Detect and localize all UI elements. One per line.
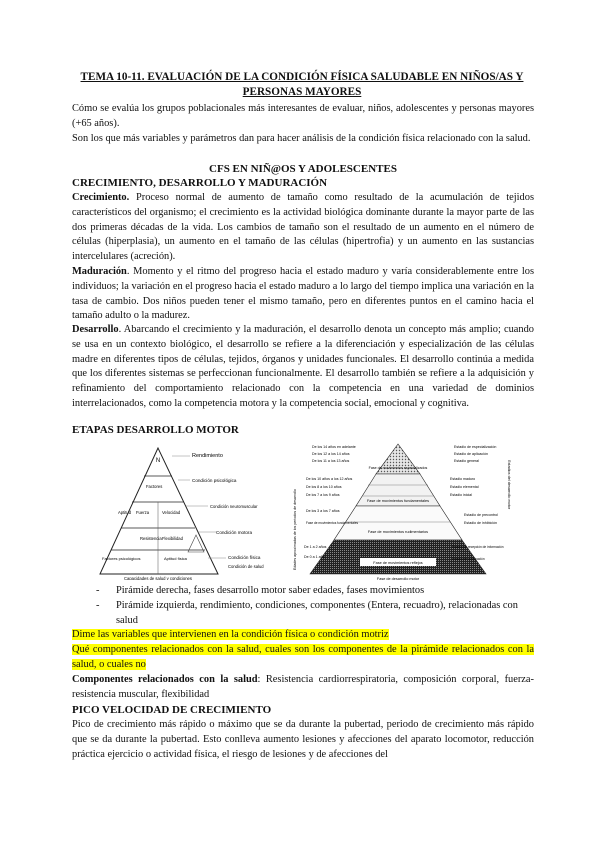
right-pyramid-side-left: Edades aproximadas de los periodos de desarrollo: [293, 489, 297, 570]
right-pyramid-side-right: Estadios del desarrollo motor: [507, 460, 511, 510]
desarrollo-text: . Abarcando el crecimiento y la maduración, el desarrollo denota un concepto más amplio; cuando se usa en un contexto biológico, el desarrollo se refiere a la diferenciación y especialización de las células madre en diferentes tipos de células, tejidos, órganos y unidades funcionales. El desarrollo continúa a medida que los diferentes sistemas se perfeccionan funcionalmente. El desarrollo también se refiere a la adquisición y refinamiento del comportamiento relacionado con la competencia en una variedad de dominios interrelacionados, como la competencia motora y la competencia social, emocional y cognitiva.: [72, 324, 534, 409]
left-pyramid-inner-aptitud-fisica: Aptitud física: [164, 556, 187, 561]
maduracion-text: . Momento y el ritmo del progreso hacia el estado maduro y varía considerablemente entre los individuos; la variación en el progreso hacia el estado maduro a lo largo del tiempo implica una variación en la tasa de cambio. Dos niños pueden tener el mismo tamaño, pero en diferentes puntos en el camino hacia el tamaño adulto o la madurez.: [72, 266, 534, 322]
right-pyramid-age-2: De los 12 a los 14 años: [312, 452, 350, 456]
highlight-text-1: Dime las variables que intervienen en la condición física o condición motriz: [72, 629, 389, 640]
left-pyramid-inner-resistencia: Resistencia: [140, 536, 162, 541]
right-pyramid-layer-fundamentales: Fase de movimientos fundamentales: [366, 499, 430, 503]
right-pyramid-age-8: Fase de movimientos fundamentales: [306, 521, 359, 525]
desarrollo-paragraph: [72, 323, 534, 412]
maduracion-paragraph: [72, 265, 534, 324]
right-pyramid-age-3: De los 11 a los 13 años: [312, 459, 350, 463]
left-pyramid-label-psicologica: Condición psicológica: [192, 478, 237, 483]
document-title: TEMA 10-11. EVALUACIÓN DE LA CONDICIÓN FÍSICA SALUDABLE EN NIÑOS/AS Y PERSONAS MAYORES: [80, 71, 524, 98]
right-pyramid-stage-5: Estadio elemental: [450, 485, 479, 489]
subsection-title: CRECIMIENTO, DESARROLLO Y MADURACIÓN: [72, 177, 328, 189]
left-pyramid-label-fisica: Condición física: [228, 555, 261, 560]
right-pyramid-age-9: De 1 a 2 años: [304, 545, 327, 549]
right-pyramid-stage-9: Estadio de recepción de información: [452, 545, 504, 549]
right-pyramid-stage-10: Estadio de codificación: [452, 557, 485, 561]
right-pyramid-age-4: De los 10 años a los 12 años: [306, 477, 353, 481]
left-pyramid-inner-factores: Factores: [146, 484, 163, 489]
right-pyramid-layer-especializados: Fase de movimientos especializados: [368, 466, 428, 470]
right-pyramid-base: Fase de desarrollo motor: [376, 577, 420, 581]
right-pyramid-layer-rudimentarios: Fase de movimientos rudimentarios: [367, 530, 429, 534]
highlight-text-2: Qué componentes relacionados con la salud, cuales son los componentes de la pirámide relacionados con la salud, o cuales no: [72, 644, 534, 670]
right-pyramid-age-5: De los 8 a los 10 años: [306, 485, 342, 489]
list-item: - Pirámide derecha, fases desarrollo motor saber edades, fases movimientos: [96, 584, 534, 599]
right-pyramid-age-6: De los 7 a los 9 años: [306, 493, 340, 497]
right-pyramid-stage-2: Estadio de aplicación: [454, 452, 488, 456]
question-highlight-1: [72, 628, 534, 643]
left-pyramid-label-motora: Condición motora: [216, 530, 253, 535]
right-pyramid-stage-7: Estadio de precontrol: [464, 513, 498, 517]
right-pyramid-age-7: De los 3 a los 7 años: [306, 509, 340, 513]
maduracion-term: Maduración: [72, 266, 127, 277]
componentes-text: : Resistencia cardiorrespiratoria, composición corporal, fuerza-resistencia muscular, flexibilidad: [72, 674, 534, 700]
left-pyramid-apex: N: [155, 458, 161, 464]
intro-paragraph-2: Son los que más variables y parámetros dan para hacer análisis de la condición física relacionado con la salud.: [72, 133, 531, 144]
crecimiento-paragraph: [72, 191, 534, 265]
desarrollo-term: Desarrollo: [72, 324, 119, 335]
left-pyramid-label-neuromuscular: Condición neuromuscular: [210, 504, 258, 509]
componentes-paragraph: [72, 673, 534, 703]
left-pyramid-inner-flexibilidad: Flexibilidad: [162, 536, 183, 541]
section-title: CFS EN NIÑ@OS Y ADOLESCENTES: [209, 163, 397, 175]
pico-paragraph: Pico de crecimiento más rápido o máximo que se da durante la pubertad, periodo de crecimiento más rápido que se da durante la pubertad. Esto conlleva aumento lesiones y afecciones del aparato locomotor, reducción práctica ejercicio o actividad física, el riesgo de lesiones y de afecciones del: [72, 719, 534, 760]
right-pyramid-stage-8: Estadio de inhibición: [464, 521, 497, 525]
figure-notes-list: [96, 584, 534, 628]
left-pyramid-label-rendimiento: Rendimiento: [192, 453, 223, 459]
crecimiento-term: Crecimiento.: [72, 192, 130, 203]
right-pyramid-stage-1: Estadio de especialización: [454, 445, 497, 449]
left-pyramid-label-salud: Condición de salud: [228, 564, 264, 569]
right-pyramid-age-1: De los 14 años en adelante: [312, 445, 356, 449]
right-pyramid-stage-4: Estadio maduro: [450, 477, 476, 481]
right-pyramid-layer-reflejos: Fase de movimientos reflejos: [373, 561, 423, 565]
left-pyramid-figure: [98, 440, 284, 580]
list-item: - Pirámide izquierda, rendimiento, condiciones, componentes (Entera, recuadro), relacionadas con salud: [96, 599, 534, 629]
left-pyramid-inner-aptitud: Aptitud: [118, 510, 132, 515]
intro-paragraph-1: Cómo se evalúa los grupos poblacionales más interesantes de evaluar, niños, adolescentes y personas mayores (+65 años).: [72, 103, 534, 129]
right-pyramid-figure: [290, 440, 512, 582]
crecimiento-text: Proceso normal de aumento de tamaño como resultado de la acumulación de tejidos característicos del organismo; el crecimiento es la actividad biológica dominante durante la mayor parte de las dos primeras décadas de la vida. Los cambios de tamaño son el resultado de un aumento en el número de células (hiperplasia), un aumento en el tamaño de las células (hipertrofia) y un aumento en las sustancias intercelulares (acreción).: [72, 192, 534, 263]
pico-title: PICO VELOCIDAD DE CRECIMIENTO: [72, 704, 272, 716]
right-pyramid-stage-3: Estadio general: [454, 459, 479, 463]
question-highlight-2: [72, 643, 534, 673]
right-pyramid-stage-6: Estadio inicial: [450, 493, 472, 497]
etapas-title: ETAPAS DESARROLLO MOTOR: [72, 424, 239, 436]
left-pyramid-inner-psicologicos: Factores psicológicos: [102, 556, 141, 561]
left-pyramid-bottom: Capacidades de salud y condiciones: [124, 576, 192, 580]
right-pyramid-age-10: De 0 a 1 año: [304, 555, 325, 559]
componentes-term: Componentes relacionados con la salud: [72, 674, 258, 685]
left-pyramid-inner-fuerza: Fuerza: [136, 510, 150, 515]
left-pyramid-inner-velocidad: Velocidad: [162, 510, 181, 515]
